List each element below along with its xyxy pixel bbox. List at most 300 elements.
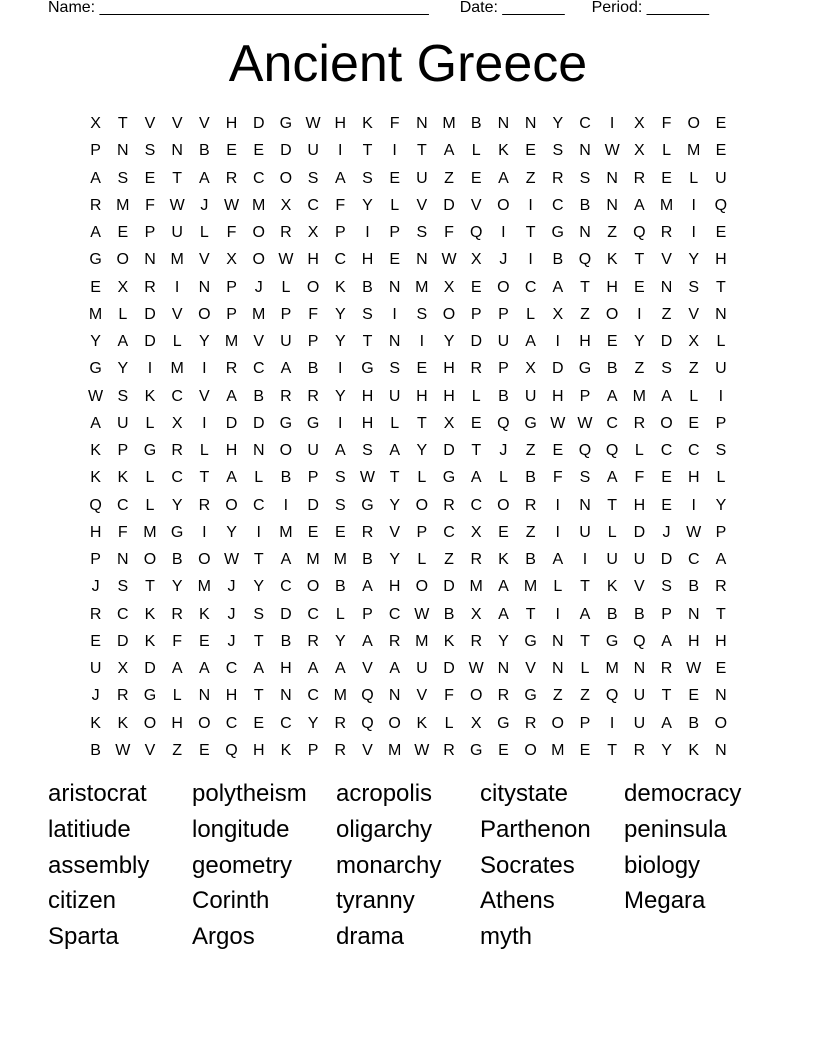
period-field-label[interactable]: Period: _______ (591, 0, 710, 16)
grid-letter: T (253, 551, 264, 568)
grid-letter: U (307, 442, 319, 459)
grid-letter: M (632, 387, 646, 405)
grid-letter: M (306, 551, 320, 568)
grid-letter: R (280, 224, 292, 241)
grid-letter: C (334, 251, 347, 269)
grid-letter: A (443, 142, 455, 160)
grid-letter: X (470, 523, 482, 541)
grid-letter: B (199, 142, 210, 160)
grid-letter: C (307, 196, 319, 214)
grid-letter: J (662, 523, 671, 541)
grid-letter: I (528, 251, 533, 269)
grid-letter: Y (688, 251, 700, 269)
grid-letter: K (90, 442, 101, 459)
grid-letter: Z (444, 169, 454, 187)
grid-letter: K (362, 115, 373, 132)
grid-letter: P (389, 224, 400, 241)
word-list-item: monarchy (336, 851, 442, 879)
grid-letter: Y (90, 333, 101, 350)
grid-letter: V (362, 660, 373, 677)
word-list-item: assembly (48, 851, 150, 879)
grid-letter: N (117, 142, 129, 160)
grid-letter: N (687, 605, 700, 623)
grid-letter: I (283, 496, 289, 514)
grid-letter: Y (389, 496, 400, 514)
grid-letter: L (580, 660, 590, 677)
grid-letter: I (501, 224, 506, 241)
grid-letter: T (607, 741, 618, 759)
grid-letter: A (606, 387, 618, 405)
grid-letter: H (443, 360, 455, 378)
grid-letter: M (551, 741, 565, 759)
grid-letter: C (307, 687, 319, 705)
grid-letter: W (223, 551, 240, 568)
grid-letter: C (225, 714, 238, 732)
grid-letter: N (715, 687, 727, 705)
grid-letter: M (88, 305, 103, 323)
grid-letter: Z (525, 442, 536, 459)
grid-letter: L (390, 196, 400, 214)
grid-letter: L (254, 469, 264, 487)
grid-letter: I (202, 523, 207, 541)
grid-letter: D (144, 305, 156, 323)
grid-letter: X (443, 414, 455, 432)
grid-letter: F (308, 305, 318, 323)
grid-letter: A (498, 578, 509, 596)
grid-letter: K (90, 714, 101, 732)
grid-letter: Z (634, 360, 645, 378)
grid-letter: R (307, 632, 319, 650)
grid-letter: T (253, 632, 264, 650)
grid-letter: H (361, 251, 374, 269)
grid-letter: P (416, 523, 428, 541)
grid-letter: T (634, 251, 645, 269)
grid-letter: H (280, 660, 292, 677)
grid-letter: N (198, 278, 211, 296)
grid-letter: U (388, 387, 401, 405)
grid-letter: N (715, 741, 727, 759)
grid-letter: V (661, 251, 672, 269)
grid-letter: L (716, 469, 726, 487)
grid-letter: N (633, 660, 646, 677)
grid-letter: X (552, 305, 564, 323)
grid-letter: R (334, 741, 347, 759)
grid-letter: M (224, 333, 239, 350)
grid-letter: E (525, 142, 536, 160)
grid-letter: G (469, 741, 483, 759)
grid-letter: C (687, 551, 700, 568)
grid-letter: X (525, 360, 536, 378)
grid-letter: G (279, 115, 293, 132)
grid-letter: H (715, 632, 727, 650)
grid-letter: Q (497, 414, 510, 432)
grid-letter: X (90, 115, 101, 132)
grid-letter: P (715, 414, 727, 432)
grid-letter: S (579, 169, 591, 187)
grid-letter: D (470, 333, 482, 350)
grid-letter: X (117, 278, 129, 296)
grid-letter: O (415, 578, 429, 596)
grid-letter: D (144, 660, 156, 677)
grid-letter: P (579, 714, 591, 732)
grid-letter: S (144, 142, 156, 160)
grid-letter: P (498, 360, 509, 378)
grid-letter: G (143, 687, 157, 705)
word-list-item: oligarchy (336, 815, 433, 843)
grid-letter: U (633, 687, 646, 705)
grid-letter: R (470, 632, 482, 650)
grid-letter: C (388, 605, 401, 623)
grid-letter: W (223, 196, 240, 214)
grid-letter: M (415, 278, 429, 296)
grid-letter: A (606, 469, 618, 487)
grid-letter: V (634, 578, 645, 596)
grid-letter: L (335, 605, 345, 623)
grid-letter: C (117, 496, 129, 514)
grid-letter: X (226, 251, 237, 269)
grid-letter: F (634, 469, 645, 487)
grid-letter: I (582, 551, 588, 568)
name-field-label[interactable]: Name: _____________________________________ (48, 0, 429, 16)
grid-letter: K (334, 278, 346, 296)
grid-letter: D (225, 414, 238, 432)
grid-letter: E (307, 523, 319, 541)
grid-letter: A (715, 551, 727, 568)
grid-letter: Q (605, 687, 619, 705)
word-list-item: geometry (192, 851, 293, 879)
grid-letter: X (280, 196, 292, 214)
grid-letter: O (469, 687, 483, 705)
grid-letter: U (579, 523, 591, 541)
grid-letter: I (338, 142, 343, 160)
grid-letter: A (498, 169, 509, 187)
grid-letter: X (470, 714, 482, 732)
grid-letter: G (89, 251, 102, 269)
grid-letter: A (90, 169, 101, 187)
grid-letter: T (145, 578, 155, 596)
grid-letter: F (172, 632, 183, 650)
grid-letter: S (334, 496, 346, 514)
grid-letter: L (553, 578, 563, 596)
grid-letter: C (171, 387, 183, 405)
grid-letter: F (389, 115, 400, 132)
grid-letter: J (227, 605, 236, 623)
grid-letter: G (497, 714, 510, 732)
grid-letter: Z (552, 687, 563, 705)
grid-letter: O (116, 251, 129, 269)
grid-letter: L (716, 333, 726, 350)
grid-letter: F (552, 469, 563, 487)
grid-letter: D (252, 115, 265, 132)
grid-letter: F (117, 523, 128, 541)
grid-letter: Y (552, 115, 564, 132)
grid-letter: E (715, 142, 727, 160)
grid-letter: T (253, 687, 264, 705)
grid-letter: T (716, 278, 726, 296)
word-list-item: democracy (624, 780, 742, 807)
grid-letter: E (715, 224, 727, 241)
grid-letter: V (253, 333, 265, 350)
grid-letter: P (307, 469, 319, 487)
grid-letter: P (334, 224, 346, 241)
grid-letter: L (471, 387, 481, 405)
grid-letter: I (338, 414, 343, 432)
grid-letter: Y (253, 578, 265, 596)
word-list (48, 777, 778, 956)
grid-letter: C (470, 496, 482, 514)
grid-letter: D (443, 578, 455, 596)
grid-letter: R (280, 387, 292, 405)
grid-letter: M (143, 523, 157, 541)
grid-letter: W (468, 660, 484, 677)
grid-letter: A (389, 660, 400, 677)
grid-letter: W (169, 196, 185, 214)
grid-letter: K (144, 605, 156, 623)
grid-letter: U (524, 387, 537, 405)
grid-letter: M (387, 741, 402, 759)
grid-letter: O (605, 305, 619, 323)
grid-letter: Z (172, 741, 183, 759)
word-list-item: acropolis (336, 780, 433, 807)
grid-letter: F (444, 224, 454, 241)
student-info-line (48, 0, 768, 20)
grid-letter: N (117, 551, 129, 568)
grid-letter: Q (225, 741, 238, 759)
grid-letter: S (362, 442, 373, 459)
grid-letter: W (305, 115, 321, 132)
grid-letter: I (555, 496, 560, 514)
grid-letter: C (443, 523, 455, 541)
grid-letter: I (419, 333, 425, 350)
grid-letter: G (605, 632, 619, 650)
grid-letter: P (307, 333, 319, 350)
grid-letter: R (470, 360, 482, 378)
grid-letter: U (416, 660, 428, 677)
grid-letter: Q (605, 442, 619, 459)
grid-letter: W (278, 251, 294, 269)
grid-letter: G (524, 687, 537, 705)
grid-letter: L (607, 523, 617, 541)
grid-letter: B (280, 632, 292, 650)
grid-letter: A (253, 660, 265, 677)
grid-letter: L (390, 414, 400, 432)
grid-letter: A (661, 632, 672, 650)
grid-letter: O (252, 224, 265, 241)
word-list-item: latitiude (48, 815, 131, 843)
grid-letter: I (174, 278, 180, 296)
grid-letter: H (171, 714, 183, 732)
grid-letter: E (416, 360, 428, 378)
grid-letter: O (388, 714, 401, 732)
grid-letter: A (634, 196, 645, 214)
grid-letter: S (715, 442, 727, 459)
grid-letter: X (307, 224, 319, 241)
grid-letter: Z (525, 169, 536, 187)
grid-letter: K (199, 605, 210, 623)
grid-letter: I (202, 360, 207, 378)
grid-letter: B (280, 469, 292, 487)
grid-letter: Z (525, 523, 536, 541)
grid-letter: P (715, 523, 727, 541)
grid-letter: H (443, 387, 455, 405)
grid-letter: E (579, 741, 591, 759)
grid-letter: K (688, 741, 700, 759)
grid-letter: S (416, 224, 428, 241)
grid-letter: U (171, 224, 183, 241)
grid-letter: M (605, 660, 619, 677)
grid-letter: M (523, 578, 538, 596)
grid-letter: E (226, 142, 237, 160)
grid-letter: C (117, 605, 129, 623)
grid-letter: L (145, 469, 155, 487)
grid-letter: A (661, 387, 672, 405)
grid-letter: R (443, 741, 455, 759)
grid-letter: D (660, 333, 673, 350)
grid-letter: D (443, 442, 455, 459)
grid-letter: I (609, 714, 615, 732)
date-field-label[interactable]: Date: _______ (459, 0, 565, 16)
grid-letter: U (89, 660, 102, 677)
word-list-item: tyranny (336, 887, 415, 915)
grid-letter: Z (688, 360, 699, 378)
grid-letter: L (281, 278, 291, 296)
grid-letter: G (524, 632, 537, 650)
grid-letter: Q (89, 496, 102, 514)
grid-letter: X (634, 115, 645, 132)
grid-letter: R (443, 496, 455, 514)
grid-letter: K (144, 387, 156, 405)
grid-letter: Y (171, 496, 183, 514)
grid-letter: X (634, 142, 645, 160)
grid-letter: H (579, 333, 591, 350)
grid-letter: T (580, 278, 590, 296)
grid-letter: H (552, 387, 564, 405)
grid-letter: X (117, 660, 129, 677)
grid-letter: A (362, 578, 373, 596)
grid-letter: E (498, 741, 509, 759)
grid-letter: D (443, 660, 455, 677)
grid-letter: A (171, 660, 183, 677)
grid-letter: W (359, 469, 376, 487)
grid-letter: H (225, 442, 238, 459)
grid-letter: O (687, 115, 700, 132)
word-list-item: drama (336, 923, 405, 951)
grid-letter: M (252, 305, 266, 323)
grid-letter: A (90, 414, 101, 432)
grid-letter: S (661, 360, 672, 378)
grid-letter: Y (715, 496, 727, 514)
grid-letter: R (660, 660, 673, 677)
grid-letter: O (198, 714, 211, 732)
grid-letter: Y (117, 360, 129, 378)
grid-letter: N (660, 278, 673, 296)
grid-letter: C (280, 578, 292, 596)
word-list-item: Sparta (48, 923, 119, 951)
grid-letter: M (333, 551, 347, 568)
grid-letter: E (144, 169, 156, 187)
grid-letter: K (117, 469, 129, 487)
grid-letter: T (661, 687, 672, 705)
grid-letter: M (415, 632, 429, 650)
grid-letter: P (498, 305, 509, 323)
grid-letter: K (117, 714, 129, 732)
grid-letter: Z (607, 224, 618, 241)
grid-letter: N (552, 660, 564, 677)
grid-letter: O (442, 305, 456, 323)
grid-letter: O (306, 278, 320, 296)
grid-letter: B (688, 578, 700, 596)
grid-letter: N (552, 632, 564, 650)
grid-letter: D (633, 523, 646, 541)
page-title: Ancient Greece (228, 35, 588, 93)
grid-letter: E (199, 741, 210, 759)
grid-letter: J (499, 251, 508, 269)
grid-letter: O (225, 496, 238, 514)
grid-letter: O (497, 496, 510, 514)
grid-letter: H (606, 278, 618, 296)
word-list-item: Socrates (480, 851, 575, 879)
grid-letter: O (198, 551, 211, 568)
grid-letter: Q (633, 632, 646, 650)
grid-letter: M (659, 196, 674, 214)
grid-letter: E (470, 169, 482, 187)
grid-letter: X (171, 414, 183, 432)
grid-letter: V (525, 660, 536, 677)
grid-letter: K (443, 632, 455, 650)
grid-letter: M (687, 142, 701, 160)
grid-letter: H (334, 115, 347, 132)
grid-letter: H (715, 251, 727, 269)
grid-letter: W (686, 523, 702, 541)
grid-letter: T (525, 224, 536, 241)
grid-letter: K (280, 741, 292, 759)
grid-letter: Z (580, 305, 590, 323)
grid-letter: D (660, 551, 673, 568)
grid-letter: B (307, 360, 319, 378)
grid-letter: H (225, 687, 238, 705)
grid-letter: L (118, 305, 128, 323)
grid-letter: V (199, 115, 210, 132)
grid-letter: R (198, 496, 211, 514)
grid-letter: S (117, 169, 129, 187)
grid-letter: D (280, 142, 292, 160)
word-list-item: peninsula (624, 815, 727, 843)
grid-letter: T (362, 142, 373, 160)
grid-letter: K (498, 142, 509, 160)
word-list-item: longitude (192, 815, 290, 843)
grid-letter: U (633, 714, 646, 732)
grid-letter: E (334, 523, 346, 541)
grid-letter: V (362, 741, 373, 759)
grid-letter: A (334, 442, 346, 459)
grid-letter: I (718, 387, 724, 405)
grid-letter: Q (361, 714, 374, 732)
grid-letter: E (253, 714, 265, 732)
grid-letter: N (388, 278, 401, 296)
grid-letter: J (254, 278, 263, 296)
grid-letter: L (689, 387, 699, 405)
grid-letter: E (389, 169, 400, 187)
grid-letter: H (416, 387, 428, 405)
grid-letter: R (171, 605, 183, 623)
word-list-item: Athens (480, 887, 555, 915)
grid-letter: D (443, 196, 455, 214)
grid-letter: R (633, 741, 646, 759)
grid-letter: A (280, 551, 292, 568)
grid-letter: S (579, 469, 591, 487)
grid-letter: X (443, 278, 455, 296)
grid-letter: W (577, 414, 593, 432)
